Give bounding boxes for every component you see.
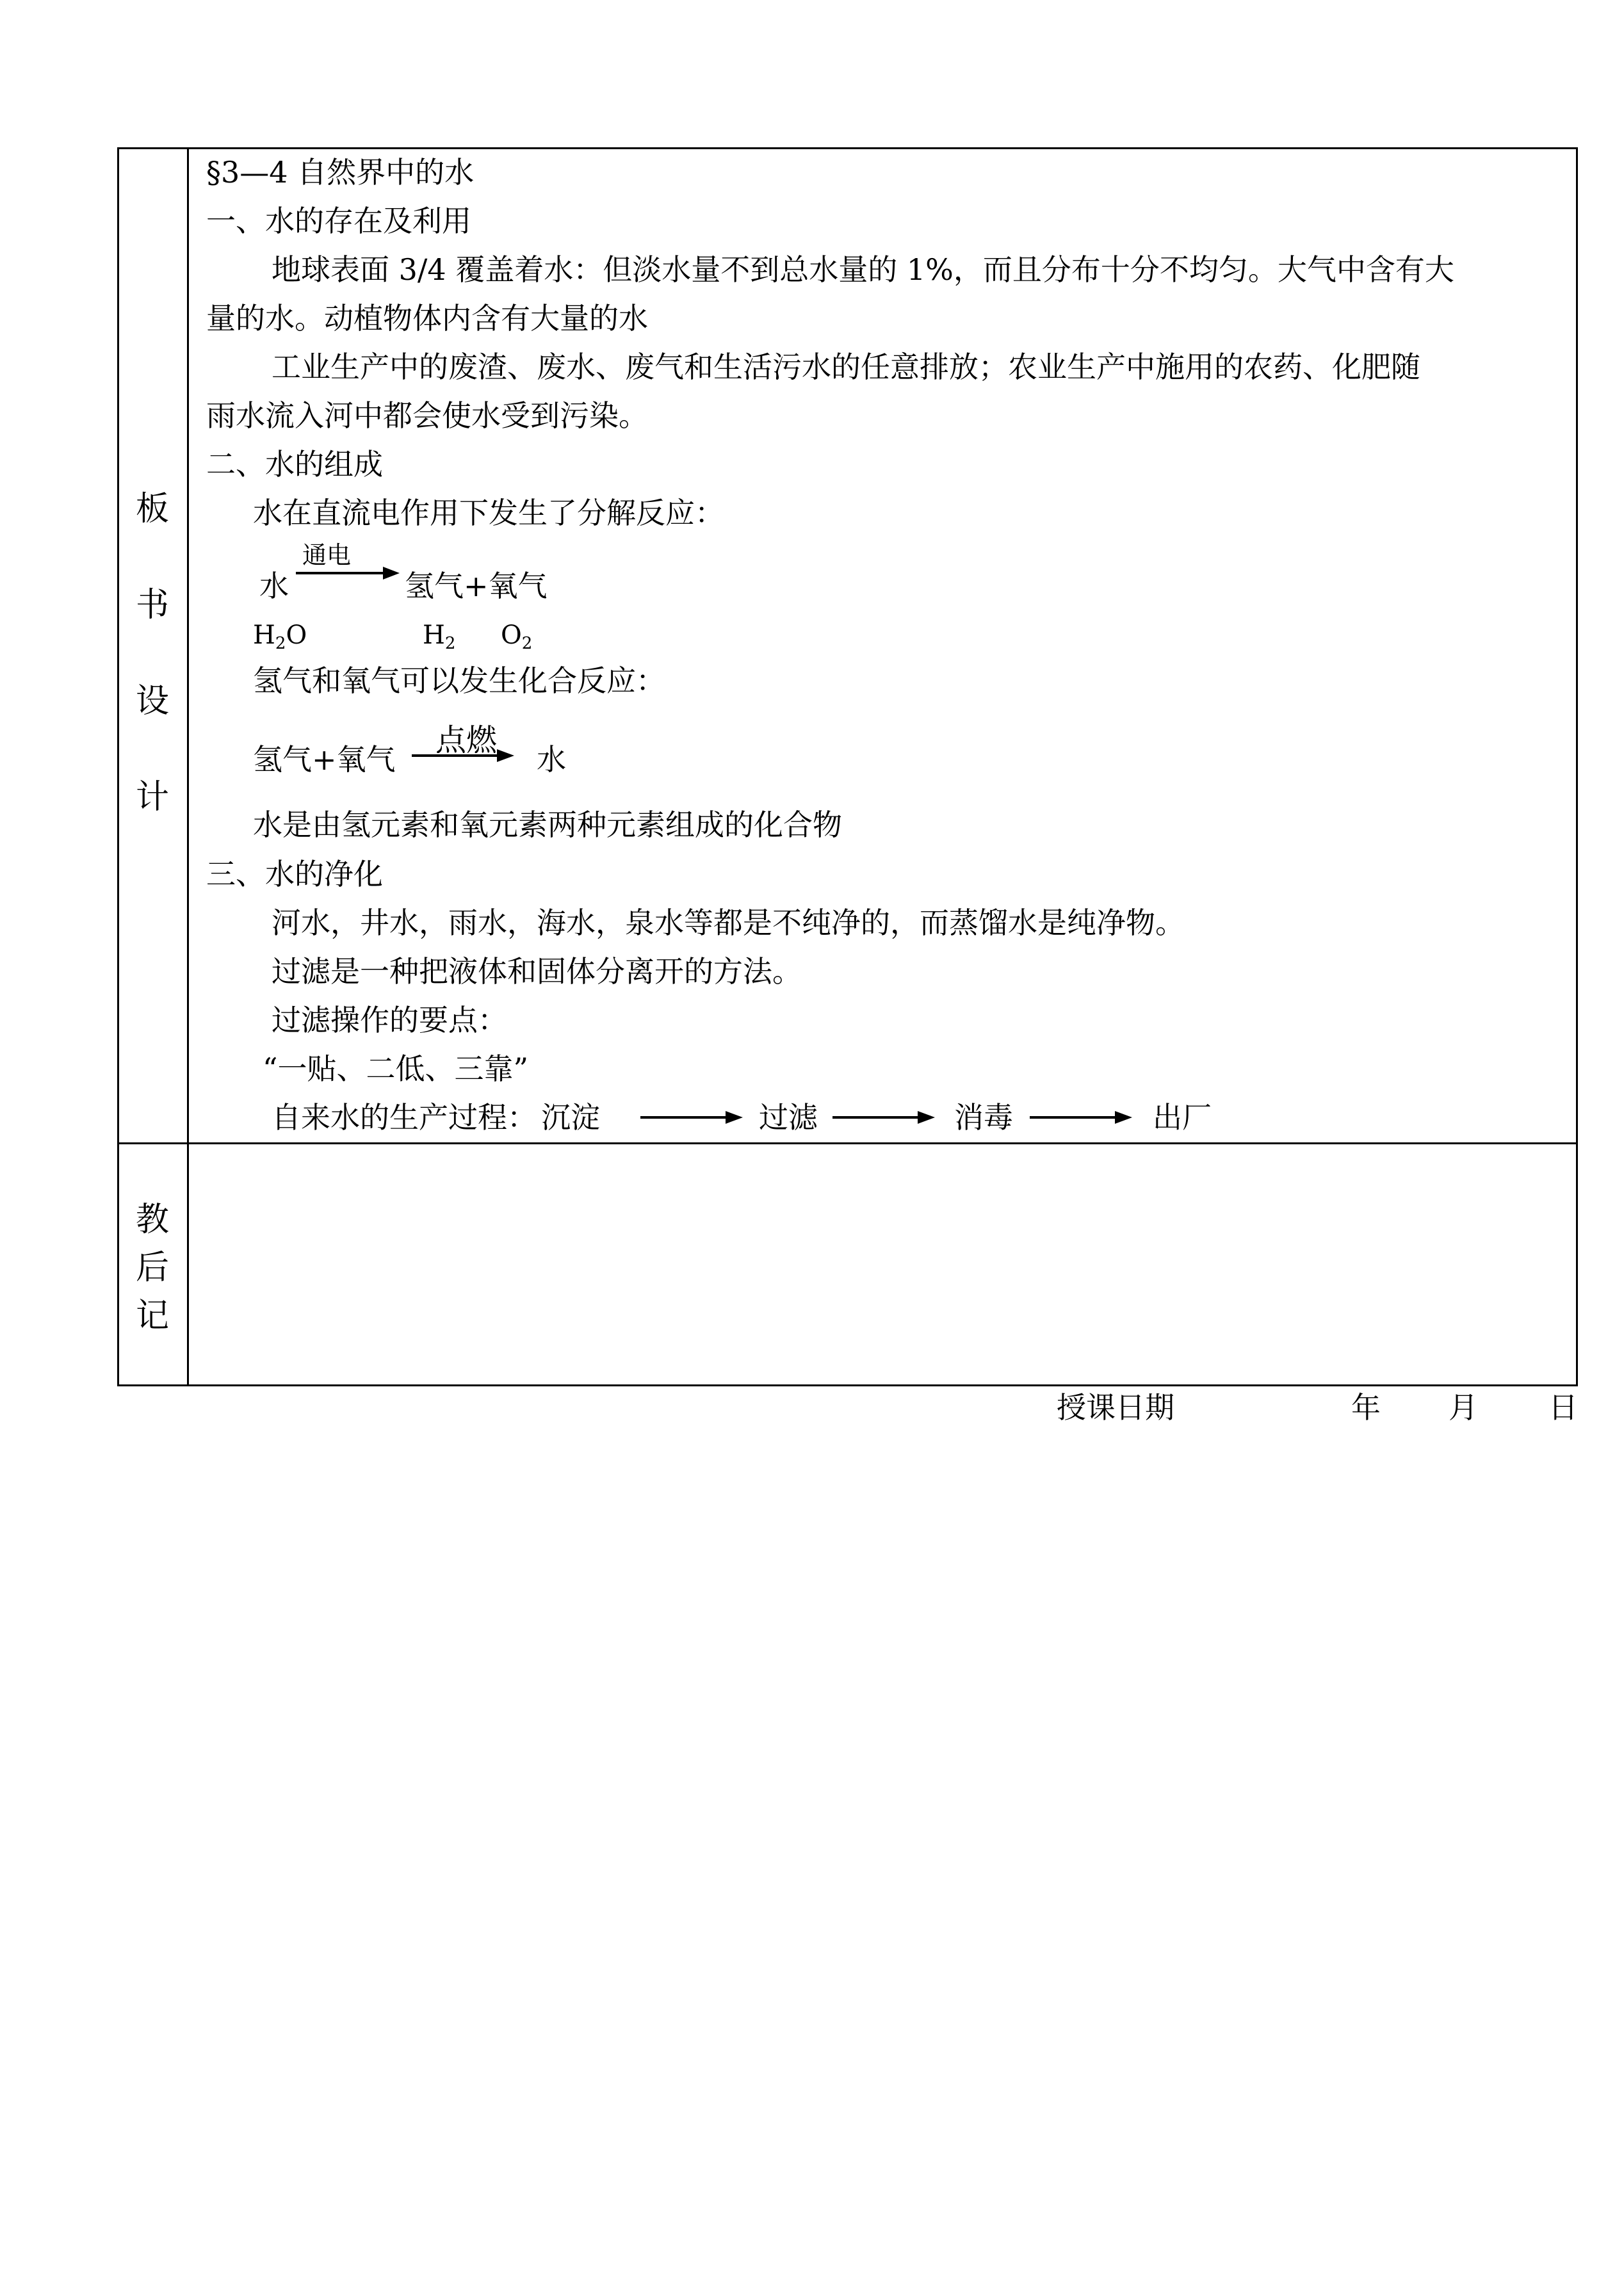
side-label-she: 设 [135,682,169,720]
section-1-para-1-line-1: 地球表面 3/4 覆盖着水：但淡水量不到总水量的 1%，而且分布十分不均匀。大气中含有大 [272,252,1454,287]
date-year: 年 [1351,1390,1381,1425]
column-divider [187,147,189,1386]
formula-hydrogen: $H_2$ [423,620,456,653]
process-step-filter: 过滤 [759,1100,818,1135]
section-3-heading: 三、水的净化 [206,857,383,891]
side-label-hou: 后 [135,1249,169,1287]
section-1-para-2-line-2: 雨水流入河中都会使水受到污染。 [206,398,648,433]
eq1-products: 氢气+氧气 [405,569,548,603]
side-label-ban: 板 [135,490,169,528]
row-divider [117,1142,1578,1144]
eq2-product: 水 [537,742,566,777]
section-1-heading: 一、水的存在及利用 [206,204,471,238]
section-1-para-1-line-2: 量的水。动植物体内含有大量的水 [206,301,648,336]
side-label-ji2: 记 [135,1297,169,1335]
side-label-ji: 计 [135,778,169,816]
eq1-condition: 通电 [302,541,352,569]
eq2-condition: 点燃 [435,722,498,758]
lesson-title: §3—4 自然界中的水 [206,155,475,190]
side-label-jiao: 教 [135,1201,169,1239]
section-2-conclusion: 水是由氢元素和氧元素两种元素组成的化合物 [253,807,842,842]
section-2-combine: 氢气和氧气可以发生化合反应： [253,663,665,698]
process-step-settle: 沉淀 [541,1100,600,1135]
side-label-shu: 书 [135,586,169,624]
section-1-para-2-line-1: 工业生产中的废渣、废水、废气和生活污水的任意排放；农业生产中施用的农药、化肥随 [272,350,1420,384]
eq1-reactant: 水 [259,569,289,603]
process-arrow-icon [832,1108,938,1127]
section-3-line-2: 过滤是一种把液体和固体分离开的方法。 [272,954,802,989]
section-3-line-3: 过滤操作的要点： [272,1003,507,1037]
eq2-arrow-icon [412,746,517,765]
section-3-line-4: “一贴、二低、三靠” [263,1051,529,1086]
teaching-date-label: 授课日期 [1057,1390,1174,1425]
date-day: 日 [1548,1390,1578,1425]
process-arrow-icon [1030,1108,1135,1127]
process-arrow-icon [640,1108,746,1127]
process-step-disinfect: 消毒 [954,1100,1013,1135]
date-month: 月 [1449,1390,1478,1425]
section-2-heading: 二、水的组成 [206,447,383,482]
eq2-reactants: 氢气+氧气 [253,742,396,777]
process-label: 自来水的生产过程： [272,1100,537,1135]
section-2-intro: 水在直流电作用下发生了分解反应： [253,496,724,530]
formula-water: $H_2O$ [253,620,307,653]
eq1-arrow-icon [296,564,402,583]
section-3-line-1: 河水，井水，雨水，海水，泉水等都是不纯净的，而蒸馏水是纯净物。 [272,905,1185,940]
process-step-dispatch: 出厂 [1153,1100,1212,1135]
formula-oxygen: $O_2$ [501,620,533,653]
